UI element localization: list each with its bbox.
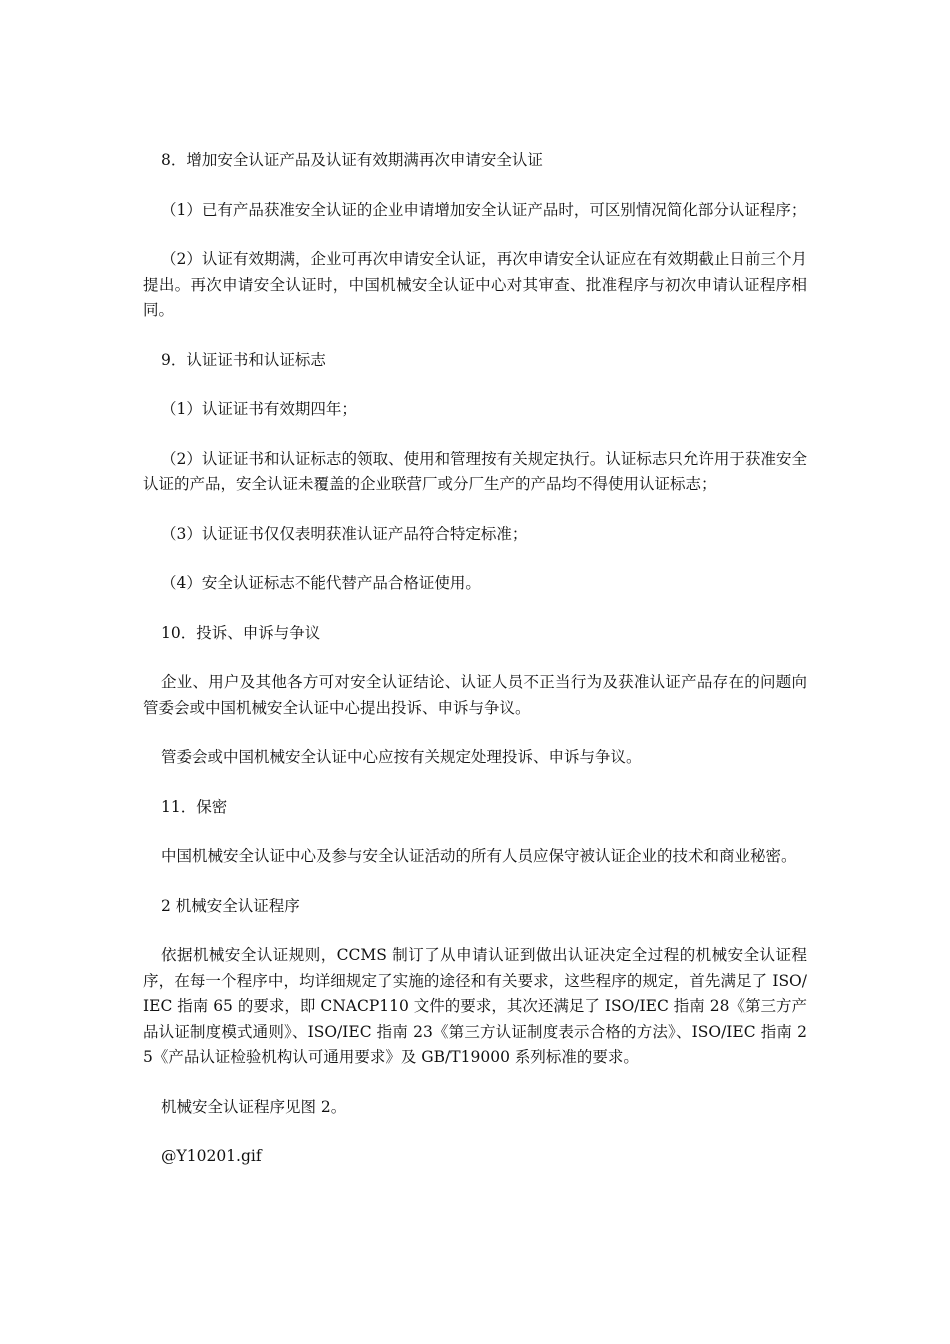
section-9-heading: 9．认证证书和认证标志 — [161, 350, 326, 369]
section-11-heading: 11．保密 — [161, 797, 228, 816]
paragraph-9-3: （3）认证证书仅仅表明获准认证产品符合特定标准； — [161, 524, 528, 543]
paragraph-9-4: （4）安全认证标志不能代替产品合格证使用。 — [161, 574, 481, 592]
figure-reference: 机械安全认证程序见图 2。 — [161, 1097, 347, 1116]
paragraph-2-1: 依据机械安全认证规则，CCMS 制订了从申请认证到做出认证决定全过程的机械安全认证程序，在每一个程序中，均详细规定了实施的途径和有关要求，这些程序的规定，首先满足了 ISO/IEC 指南 65 的要求，即 CNACP110 文件的要求，其次还满足了 ISO/IEC 指南 28《第三方产品认证制度模式通则》、ISO/IEC 指南 23《第三方认证制度表示合格的方法》、ISO/IEC 指南 25《产品认证检验机构认可通用要求》及 GB/T19000 系列标准的要求。 — [143, 946, 807, 1066]
section-8-heading: 8．增加安全认证产品及认证有效期满再次申请安全认证 — [161, 151, 543, 169]
document-body — [143, 148, 807, 1170]
paragraph-10-2: 管委会或中国机械安全认证中心应按有关规定处理投诉、申诉与争议。 — [161, 748, 642, 766]
paragraph-11-1: 中国机械安全认证中心及参与安全认证活动的所有人员应保守被认证企业的技术和商业秘密。 — [161, 847, 797, 865]
chapter-2-heading: 2 机械安全认证程序 — [161, 896, 300, 915]
image-placeholder-text: @Y10201.gif — [161, 1147, 262, 1165]
paragraph-8-1: （1）已有产品获准安全认证的企业申请增加安全认证产品时，可区别情况简化部分认证程序； — [161, 200, 807, 219]
paragraph-9-1: （1）认证证书有效期四年； — [161, 400, 357, 418]
paragraph-9-2: （2）认证证书和认证标志的领取、使用和管理按有关规定执行。认证标志只允许用于获准安全认证的产品，安全认证未覆盖的企业联营厂或分厂生产的产品均不得使用认证标志； — [143, 449, 807, 493]
paragraph-10-1: 企业、用户及其他各方可对安全认证结论、认证人员不正当行为及获准认证产品存在的问题向管委会或中国机械安全认证中心提出投诉、申诉与争议。 — [143, 673, 807, 717]
section-10-heading: 10．投诉、申诉与争议 — [161, 623, 321, 642]
paragraph-8-2: （2）认证有效期满，企业可再次申请安全认证，再次申请安全认证应在有效期截止日前三个月提出。再次申请安全认证时，中国机械安全认证中心对其审查、批准程序与初次申请认证程序相同。 — [143, 250, 807, 319]
